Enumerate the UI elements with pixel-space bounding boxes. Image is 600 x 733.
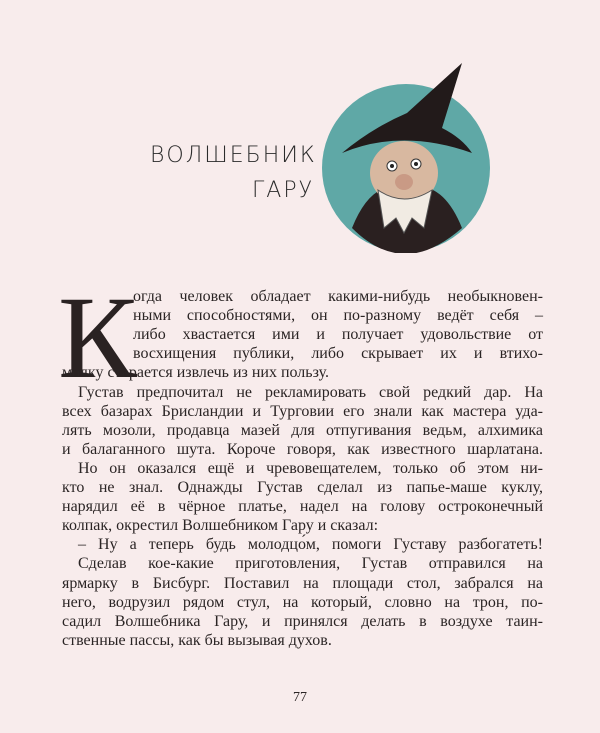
text-line: Сделав кое-какие приготовления, Густав отправился на (78, 555, 543, 573)
text-line: и балаганного шута. Короче говоря, как известного шарлатана. (62, 440, 543, 458)
text-line: ными способностями, он по-разному ведёт себя – (133, 307, 543, 325)
text-line: восхищения публики, либо скрывает их и втихо- (133, 345, 543, 363)
text-line: ственные пассы, как бы вызывая духов. (62, 631, 332, 649)
text-line: молку старается извлечь из них пользу. (62, 364, 329, 382)
text-line: ярмарку в Бисбург. Поставил на площади стол, забрался на (62, 574, 543, 592)
text-line: колпак, окрестил Волшебником Гару и сказал: (62, 517, 379, 535)
text-line: либо хвастается ими и получает удовольствие от (133, 326, 543, 344)
chapter-title-line1: ВОЛШЕБНИК (150, 143, 317, 168)
chapter-title-line2: ГАРУ (252, 178, 314, 203)
drop-cap: К (58, 272, 137, 403)
text-line: Но он оказался ещё и чревовещателем, только об этом ни- (78, 459, 543, 477)
wizard-nose (395, 174, 413, 190)
text-line: огда человек обладает какими-нибудь необыкновен- (133, 288, 543, 305)
text-line: – Ну а теперь будь молодцо́м, помоги Густаву разбогатеть! (78, 536, 543, 554)
text-line: всех базарах Брисландии и Турговии его знали как мастера уда- (62, 402, 543, 420)
text-line: кто не знал. Однажды Густав сделал из папье-маше куклу, (62, 479, 543, 496)
page-number: 77 (293, 690, 307, 705)
wizard-illustration (312, 58, 502, 253)
text-line: нарядил её в чёрное платье, надел на голову остроконечный (62, 498, 543, 516)
text-line: него, водрузил рядом стул, на который, словно на трон, по- (62, 593, 543, 611)
text-line: садил Волшебника Гару, и принялся делать в воздухе таин- (62, 612, 543, 630)
text-line: Густав предпочитал не рекламировать свой редкий дар. На (78, 383, 543, 401)
text-line: лять мозоли, продавца мазей для отпугивания ведьм, алхимика (62, 421, 543, 439)
